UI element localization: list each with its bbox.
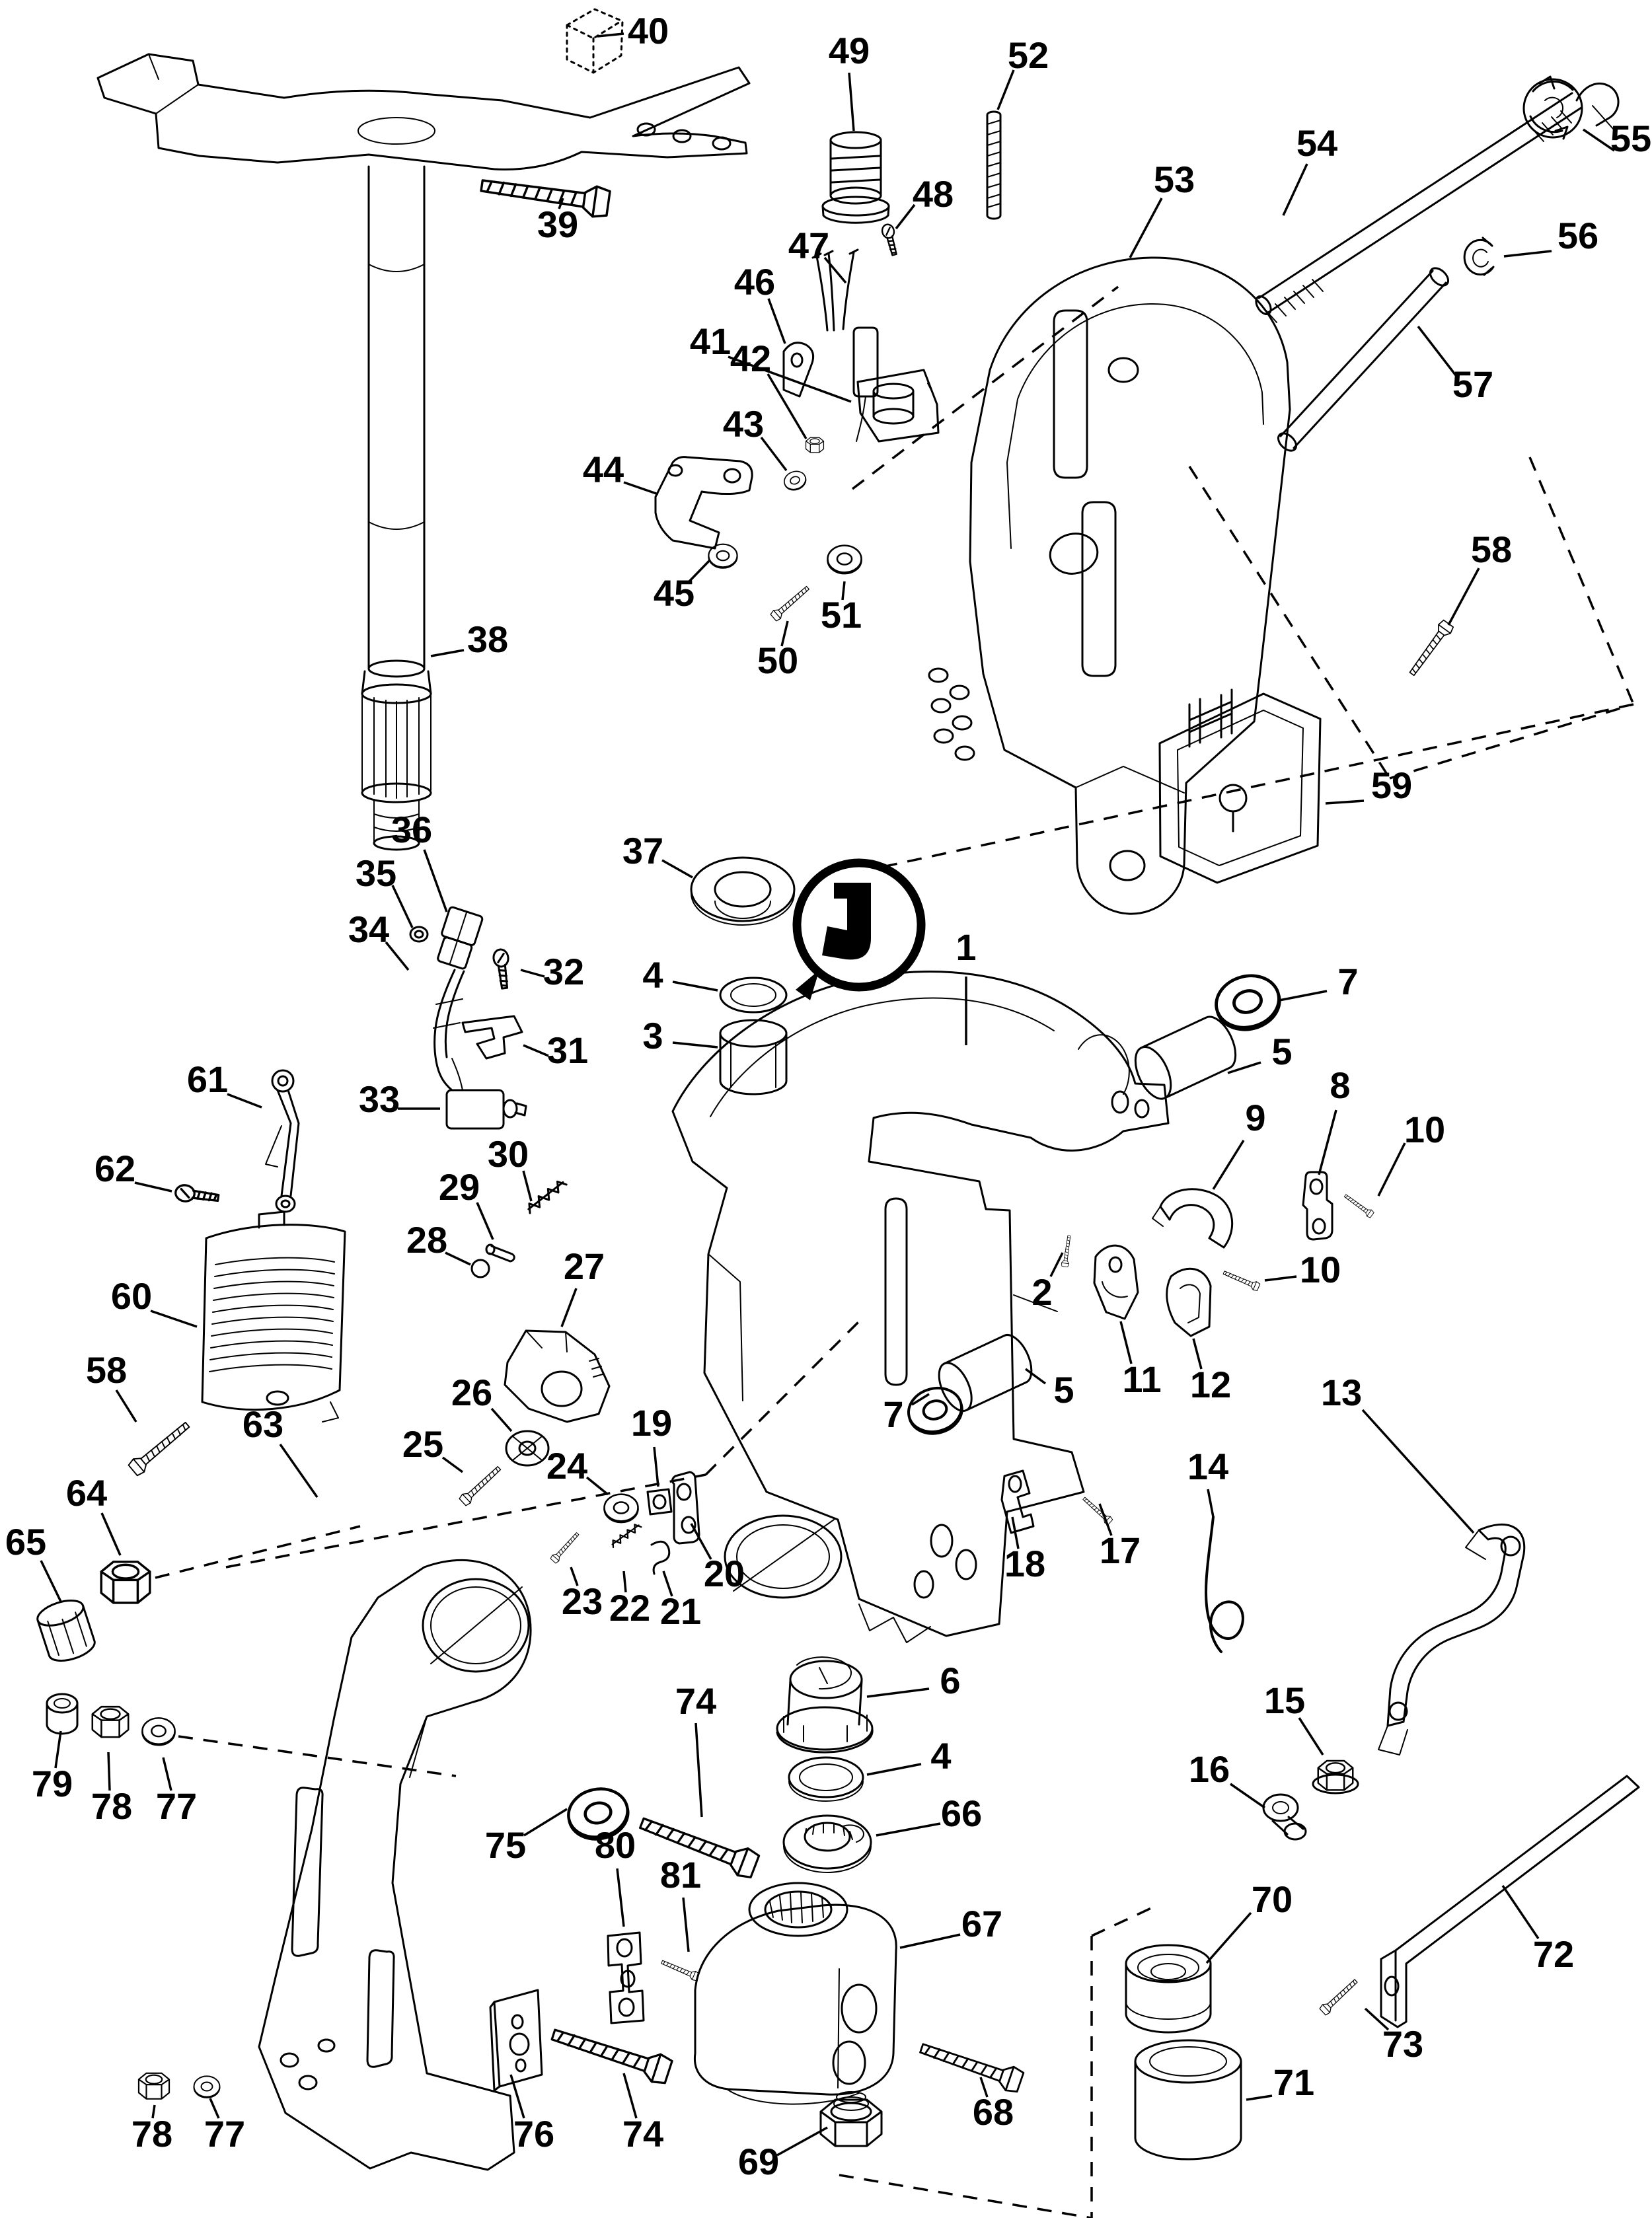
callout-59: 59: [1370, 764, 1413, 806]
leader-line-19: [654, 1447, 658, 1487]
part-69-castle-nut: [821, 2092, 882, 2146]
leader-line-13: [1363, 1410, 1474, 1533]
callout-57: 57: [1452, 363, 1494, 405]
part-27-steering-cam: [505, 1331, 609, 1422]
part-79-spacer-bushing: [47, 1694, 77, 1734]
part-72-ride-guide-bar: [1381, 1776, 1639, 2027]
part-61-link-rod: [266, 1070, 299, 1212]
spring-icon: [525, 1178, 568, 1214]
part-54-tilt-tube: [1253, 83, 1618, 322]
callout-55: 55: [1610, 117, 1652, 159]
callout-7: 7: [1337, 960, 1359, 1002]
callout-71: 71: [1273, 2061, 1315, 2103]
leader-line-24: [587, 1477, 608, 1495]
callout-61: 61: [186, 1058, 229, 1100]
leader-line-66: [876, 1824, 940, 1835]
part-1-swivel-bracket: [673, 972, 1168, 1643]
alignment-dash-lines: [155, 287, 1633, 2218]
leader-line-81: [683, 1898, 689, 1952]
callout-62: 62: [94, 1147, 136, 1189]
hex-nut-icon: [93, 1707, 128, 1737]
leader-line-58: [1448, 568, 1479, 625]
leader-line-32: [521, 970, 544, 977]
callout-54: 54: [1296, 122, 1338, 164]
hex-screw-icon: [1343, 1193, 1374, 1218]
dash-line: [706, 1316, 864, 1475]
part-46-ground-clip: [784, 343, 813, 396]
leader-line-71: [1246, 2096, 1272, 2100]
callout-1: 1: [956, 926, 977, 968]
part-34-sender-cable: [433, 970, 464, 1090]
part-67-lower-mount-housing: [695, 1883, 896, 2104]
callout-7: 7: [883, 1393, 904, 1435]
dash-line: [1390, 704, 1633, 778]
callout-76: 76: [513, 2112, 555, 2155]
callout-16: 16: [1188, 1748, 1230, 1790]
callout-19: 19: [630, 1401, 673, 1444]
callout-29: 29: [438, 1165, 480, 1208]
part-52-threaded-stud: [987, 112, 1000, 219]
flat-washer-icon: [194, 2076, 220, 2098]
dash-line: [178, 1736, 456, 1776]
leader-line-44: [624, 482, 658, 494]
part-44-shift-lever: [656, 457, 752, 548]
grommet-icon: [605, 1495, 638, 1523]
spring-icon: [610, 1522, 642, 1548]
dash-line: [155, 1526, 360, 1578]
callout-64: 64: [65, 1471, 108, 1514]
callout-36: 36: [391, 808, 433, 850]
leader-line-56: [1504, 251, 1552, 256]
grease-indicator-icon: [796, 863, 921, 1000]
leader-line-27: [562, 1288, 576, 1327]
part-36-connector: [433, 906, 483, 970]
callout-68: 68: [972, 2090, 1014, 2133]
callout-74: 74: [622, 2112, 664, 2155]
part-8-anchor-link: [1303, 1172, 1332, 1239]
callout-53: 53: [1153, 158, 1195, 200]
hex-screw-icon: [1081, 1495, 1113, 1525]
callout-39: 39: [537, 203, 579, 245]
leader-line-63: [280, 1444, 317, 1497]
hex-screw-icon: [660, 1958, 700, 1981]
callout-44: 44: [582, 448, 624, 490]
callout-26: 26: [451, 1371, 493, 1413]
callout-21: 21: [659, 1590, 702, 1632]
part-31-clamp-plate: [463, 1016, 522, 1058]
part-56-e-clip: [1464, 238, 1493, 275]
part-37-thrust-washer: [691, 858, 794, 925]
hex-screw-icon: [550, 1531, 581, 1564]
callout-35: 35: [355, 852, 397, 894]
lag-screw-icon: [1406, 619, 1454, 678]
leader-line-3: [673, 1043, 718, 1047]
part-5-lower-spacer-tube: [932, 1330, 1038, 1416]
dash-line: [1092, 1908, 1151, 1936]
thrust-washer-icon: [1211, 969, 1285, 1036]
leader-line-6: [867, 1689, 929, 1697]
callout-79: 79: [31, 1762, 73, 1804]
callout-77: 77: [204, 2112, 246, 2155]
callout-15: 15: [1263, 1679, 1306, 1721]
leader-line-61: [227, 1094, 262, 1107]
callout-2: 2: [1032, 1271, 1053, 1313]
callout-24: 24: [546, 1444, 588, 1487]
thrust-washer-icon: [903, 1382, 967, 1439]
leader-line-60: [151, 1311, 197, 1327]
leader-line-59: [1326, 801, 1364, 803]
callout-58: 58: [85, 1349, 128, 1391]
leader-line-75: [524, 1809, 567, 1835]
callout-4: 4: [642, 953, 663, 996]
hex-bolt-icon: [770, 583, 811, 622]
callout-11: 11: [1122, 1358, 1162, 1400]
part-9-retainer-clamp: [1152, 1189, 1232, 1247]
hex-nut-icon: [139, 2073, 169, 2099]
callout-20: 20: [703, 1552, 745, 1594]
part-49-trim-sender: [823, 132, 889, 223]
leader-line-2: [1051, 1253, 1063, 1276]
leader-line-36: [424, 850, 447, 912]
callout-50: 50: [757, 639, 799, 681]
part-33-solenoid: [447, 1058, 526, 1128]
callout-43: 43: [722, 402, 765, 445]
leader-line-38: [431, 650, 464, 656]
part-29-detent-pin: [486, 1245, 514, 1261]
callout-48: 48: [912, 172, 954, 215]
leader-line-74: [624, 2073, 636, 2118]
leader-line-25: [443, 1458, 463, 1472]
callout-17: 17: [1099, 1529, 1141, 1571]
hex-screw-icon: [1222, 1269, 1260, 1292]
callout-5: 5: [1053, 1368, 1074, 1411]
callout-78: 78: [91, 1785, 133, 1827]
callout-63: 63: [242, 1403, 284, 1445]
leader-line-64: [102, 1513, 120, 1555]
leader-line-9: [1213, 1140, 1244, 1189]
machine-screw-icon: [174, 1184, 219, 1206]
callout-4: 4: [930, 1734, 952, 1777]
leader-line-58: [116, 1390, 136, 1422]
flat-washer-icon: [828, 546, 862, 574]
part-19-square-nut: [648, 1489, 671, 1514]
leader-line-70: [1207, 1913, 1251, 1963]
locknut-icon: [101, 1562, 150, 1603]
callout-37: 37: [622, 829, 664, 871]
part-41-sender-bracket-assembly: [858, 370, 938, 441]
callout-10: 10: [1404, 1108, 1446, 1150]
flat-washer-icon: [142, 1718, 174, 1745]
callout-28: 28: [406, 1218, 448, 1261]
hex-bushing-icon: [806, 437, 824, 453]
part-12-clamp-half: [1167, 1269, 1211, 1336]
callout-67: 67: [961, 1902, 1003, 1944]
machine-screw-icon: [492, 949, 511, 989]
leader-line-28: [445, 1253, 470, 1265]
o-ring-icon: [782, 468, 808, 493]
part-57-pivot-rod: [1275, 265, 1451, 454]
part-76-anchor-plate: [490, 1990, 542, 2090]
leader-line-10: [1378, 1143, 1405, 1196]
flat-washer-icon: [708, 544, 737, 568]
hex-bolt-icon: [549, 2021, 673, 2086]
callout-22: 22: [609, 1586, 651, 1629]
part-47-sender-wires: [813, 250, 878, 441]
part-40-anode-block: [567, 9, 622, 73]
callout-78: 78: [131, 2112, 173, 2155]
callout-23: 23: [561, 1580, 603, 1622]
part-66-splined-washer: [784, 1816, 871, 1872]
part-4-upper-seal: [720, 978, 786, 1012]
part-80-retainer-plates: [608, 1933, 644, 2023]
dash-line: [852, 287, 1118, 489]
callout-14: 14: [1187, 1445, 1229, 1487]
callout-32: 32: [543, 950, 585, 992]
callout-41: 41: [689, 320, 732, 362]
leader-line-4: [867, 1764, 921, 1775]
callout-25: 25: [402, 1423, 444, 1465]
callout-65: 65: [5, 1520, 47, 1563]
leader-line-11: [1121, 1321, 1131, 1364]
leader-line-53: [1130, 198, 1162, 258]
part-6-bearing-retainer: [777, 1657, 872, 1752]
leader-line-10: [1265, 1276, 1296, 1280]
callout-45: 45: [653, 572, 695, 614]
callout-60: 60: [110, 1275, 153, 1317]
leader-line-37: [662, 860, 693, 877]
callout-12: 12: [1189, 1363, 1232, 1405]
callout-18: 18: [1004, 1542, 1046, 1584]
leader-line-48: [896, 205, 915, 229]
leader-line-16: [1230, 1784, 1265, 1808]
callout-52: 52: [1007, 34, 1049, 76]
leader-line-74: [696, 1723, 702, 1817]
leader-line-72: [1503, 1886, 1538, 1939]
leader-line-29: [477, 1202, 493, 1239]
leader-line-4: [673, 982, 718, 990]
leader-line-31: [523, 1045, 548, 1056]
dash-line: [839, 2175, 1092, 2218]
callout-13: 13: [1320, 1371, 1363, 1413]
hex-bolt-icon: [918, 2036, 1025, 2094]
leader-line-8: [1319, 1110, 1336, 1175]
leader-line-54: [1283, 164, 1307, 215]
part-65-plug: [34, 1596, 98, 1666]
part-13-yoke-bracket: [1378, 1524, 1524, 1755]
callout-9: 9: [1245, 1096, 1266, 1138]
leader-line-46: [769, 299, 785, 344]
leader-line-65: [41, 1561, 61, 1602]
callout-74: 74: [675, 1680, 717, 1722]
callout-5: 5: [1271, 1030, 1293, 1072]
leader-line-52: [998, 70, 1014, 110]
callout-51: 51: [820, 593, 862, 636]
part-14-wire-spring: [1206, 1517, 1243, 1652]
part-55-tilt-tube-cap: [1524, 77, 1582, 139]
hex-bolt-icon: [128, 1418, 193, 1477]
callout-46: 46: [733, 260, 776, 303]
part-21-spring-clip: [652, 1541, 669, 1574]
leader-line-7: [1279, 991, 1327, 1000]
leader-line-67: [900, 1935, 960, 1948]
lag-screw-icon: [1319, 1977, 1360, 2016]
leader-line-14: [1208, 1489, 1213, 1517]
callout-69: 69: [737, 2140, 780, 2182]
dash-line: [1530, 457, 1633, 704]
callout-labels: [5, 10, 1651, 2182]
callout-38: 38: [467, 618, 509, 660]
part-26-star-washer: [506, 1431, 548, 1465]
part-35-grommet: [410, 927, 428, 942]
part-16-shoulder-bushing: [1263, 1794, 1306, 1839]
leader-line-26: [492, 1409, 511, 1431]
callout-73: 73: [1382, 2022, 1424, 2065]
callout-34: 34: [348, 908, 390, 950]
callout-72: 72: [1532, 1933, 1575, 1975]
callout-81: 81: [659, 1853, 702, 1896]
leader-line-15: [1299, 1718, 1323, 1755]
part-53-stern-bracket: [929, 258, 1290, 914]
callout-66: 66: [940, 1792, 983, 1834]
leader-line-62: [135, 1183, 172, 1191]
leader-line-40: [597, 34, 624, 36]
part-28-detent-ball: [472, 1260, 489, 1277]
leader-line-49: [849, 73, 854, 131]
dash-line: [226, 1475, 706, 1567]
part-60-louvered-cover: [202, 1212, 345, 1422]
hex-screw-icon: [459, 1463, 504, 1506]
leader-line-69: [777, 2127, 827, 2155]
leader-line-30: [523, 1171, 531, 1201]
callout-30: 30: [487, 1132, 529, 1175]
part-3-upper-bushing: [720, 1020, 786, 1094]
part-11-cam-follower: [1094, 1245, 1138, 1319]
callout-8: 8: [1330, 1064, 1351, 1106]
callout-leader-lines: [41, 34, 1614, 2155]
callout-47: 47: [788, 224, 830, 266]
callout-75: 75: [484, 1824, 527, 1866]
callout-70: 70: [1251, 1878, 1293, 1920]
callout-6: 6: [940, 1659, 961, 1701]
callout-56: 56: [1557, 214, 1599, 256]
part-38-steering-arm-and-shaft: [98, 54, 749, 850]
callout-27: 27: [563, 1245, 605, 1287]
part-4-lower-seal: [789, 1757, 863, 1801]
dash-line: [883, 704, 1633, 867]
part-71-mount-bushing: [1135, 2040, 1241, 2159]
leader-line-80: [617, 1868, 624, 1927]
dash-line: [1189, 466, 1390, 778]
callout-49: 49: [828, 29, 870, 71]
callout-40: 40: [627, 9, 669, 52]
callout-10: 10: [1299, 1248, 1341, 1290]
callout-77: 77: [155, 1785, 198, 1827]
callout-80: 80: [594, 1824, 636, 1866]
callout-31: 31: [546, 1029, 589, 1071]
callout-42: 42: [730, 337, 772, 379]
part-70-mount-cup: [1126, 1945, 1211, 2032]
shoulder-screw-icon: [1061, 1236, 1073, 1267]
leader-line-43: [761, 437, 786, 470]
callout-33: 33: [358, 1078, 400, 1120]
leader-line-57: [1418, 326, 1456, 375]
callout-3: 3: [642, 1014, 663, 1056]
callout-58: 58: [1470, 528, 1513, 570]
